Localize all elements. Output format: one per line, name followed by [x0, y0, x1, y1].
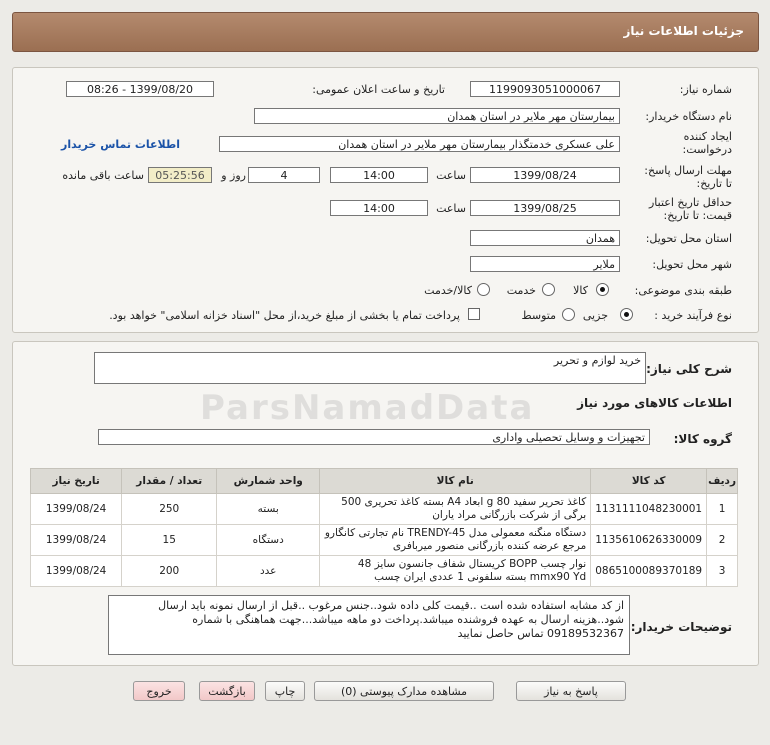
items-table: [30, 468, 738, 587]
col-header-date: تاریخ نیاز: [31, 469, 122, 494]
item-code: 1131111048230001: [591, 494, 707, 525]
back-button[interactable]: بازگشت: [199, 681, 255, 701]
price-time-field: 14:00: [330, 200, 428, 216]
item-qty: 250: [122, 494, 217, 525]
reply-deadline-label: مهلت ارسال پاسخ: تا تاریخ:: [644, 164, 732, 190]
days-label: روز و: [221, 169, 246, 182]
group-label: گروه کالا:: [673, 432, 732, 446]
creator-label: ایجاد کننده درخواست:: [682, 130, 732, 156]
item-qty: 200: [122, 556, 217, 587]
days-field: 4: [248, 167, 320, 183]
item-date: 1399/08/24: [31, 556, 122, 587]
need-number-label: شماره نیاز:: [679, 83, 732, 96]
price-validity-label: حداقل تاریخ اعتبار قیمت: تا تاریخ:: [648, 196, 732, 222]
item-date: 1399/08/24: [31, 525, 122, 556]
item-name: کاغذ تحریر سفید 80 g ابعاد A4 بسته کاغذ تحریری 500 برگی از شرکت بازرگانی مراد یاران: [320, 494, 591, 525]
payment-note: پرداخت تمام یا بخشی از مبلغ خرید،از محل "اسناد خزانه اسلامی" خواهد بود.: [109, 309, 460, 322]
item-name: نوار چسب BOPP کریستال شفاف جانسون سایز 48 mmx90 Yd بسته سلفونی 1 عددی ایران چسب: [320, 556, 591, 587]
province-field: همدان: [470, 230, 620, 246]
row-index: 2: [707, 525, 738, 556]
buyer-org-label: نام دستگاه خریدار:: [645, 110, 732, 123]
item-code: 1135610626330009: [591, 525, 707, 556]
price-date-field: 1399/08/25: [470, 200, 620, 216]
col-header-qty: تعداد / مقدار: [122, 469, 217, 494]
remaining-time-field: 05:25:56: [148, 167, 212, 183]
table-row: [31, 556, 738, 587]
item-name: دستگاه منگنه معمولی مدل TRENDY-45 نام تجارتی کانگارو مرجع عرضه کننده بازرگانی منصور میربافری: [320, 525, 591, 556]
exit-button[interactable]: خروج: [133, 681, 185, 701]
table-header-row: [31, 469, 738, 494]
process-option-minor: جزیی: [582, 309, 608, 322]
notes-field: از کد مشابه استفاده شده است ..قیمت کلی داده شود..جنس مرغوب ..قبل از ارسال نمونه باید ارسال شود..هزینه ارسال به عهده فروشنده میباشد.پرداخت دو ماهه میباشد...جهت هماهنگی با شماره 09189532367 تماس حاصل نمایید: [108, 595, 630, 655]
item-qty: 15: [122, 525, 217, 556]
buyer-org-field: بیمارستان مهر ملایر در استان همدان: [254, 108, 620, 124]
item-code: 0865100089370189: [591, 556, 707, 587]
item-unit: عدد: [217, 556, 320, 587]
process-radio-minor[interactable]: [620, 308, 633, 321]
notes-label: توضیحات خریدار:: [630, 620, 732, 634]
category-radio-goods-service[interactable]: [477, 283, 490, 296]
items-title: اطلاعات کالاهای مورد نیاز: [577, 396, 732, 410]
table-row: [31, 525, 738, 556]
process-radio-medium[interactable]: [562, 308, 575, 321]
category-radio-goods[interactable]: [596, 283, 609, 296]
attachments-button[interactable]: مشاهده مدارک پیوستی (0): [314, 681, 494, 701]
row-index: 3: [707, 556, 738, 587]
print-button[interactable]: چاپ: [265, 681, 305, 701]
col-header-unit: واحد شمارش: [217, 469, 320, 494]
category-label: طبقه بندی موضوعی:: [634, 284, 732, 297]
remaining-label: ساعت باقی مانده: [62, 169, 144, 182]
buyer-contact-link[interactable]: اطلاعات تماس خریدار: [61, 138, 181, 151]
announce-field: 1399/08/20 - 08:26: [66, 81, 214, 97]
item-date: 1399/08/24: [31, 494, 122, 525]
col-header-name: نام کالا: [320, 469, 591, 494]
col-header-code: کد کالا: [591, 469, 707, 494]
category-option-goods: کالا: [573, 284, 588, 297]
process-option-medium: متوسط: [521, 309, 556, 322]
process-label: نوع فرآیند خرید :: [654, 309, 732, 322]
item-unit: دستگاه: [217, 525, 320, 556]
summary-field: خرید لوازم و تحریر: [94, 352, 646, 384]
announce-label: تاریخ و ساعت اعلان عمومی:: [312, 83, 445, 96]
city-label: شهر محل تحویل:: [652, 258, 732, 271]
province-label: استان محل تحویل:: [645, 232, 732, 245]
treasury-checkbox[interactable]: [468, 308, 480, 320]
col-header-row: ردیف: [707, 469, 738, 494]
reply-time-label: ساعت: [436, 169, 466, 182]
summary-label: شرح کلی نیاز:: [646, 362, 732, 376]
need-number-field: 1199093051000067: [470, 81, 620, 97]
row-index: 1: [707, 494, 738, 525]
item-unit: بسته: [217, 494, 320, 525]
category-option-goods-service: کالا/خدمت: [424, 284, 472, 297]
creator-field: علی عسکری خدمتگذار بیمارستان مهر ملایر در استان همدان: [219, 136, 620, 152]
page-title: جزئیات اطلاعات نیاز: [623, 24, 744, 38]
price-time-label: ساعت: [436, 202, 466, 215]
group-field: تجهیزات و وسایل تحصیلی واداری: [98, 429, 650, 445]
category-radio-service[interactable]: [542, 283, 555, 296]
reply-button[interactable]: پاسخ به نیاز: [516, 681, 626, 701]
reply-time-field: 14:00: [330, 167, 428, 183]
page-header: [12, 12, 759, 52]
table-row: [31, 494, 738, 525]
category-option-service: خدمت: [506, 284, 536, 297]
city-field: ملایر: [470, 256, 620, 272]
reply-date-field: 1399/08/24: [470, 167, 620, 183]
